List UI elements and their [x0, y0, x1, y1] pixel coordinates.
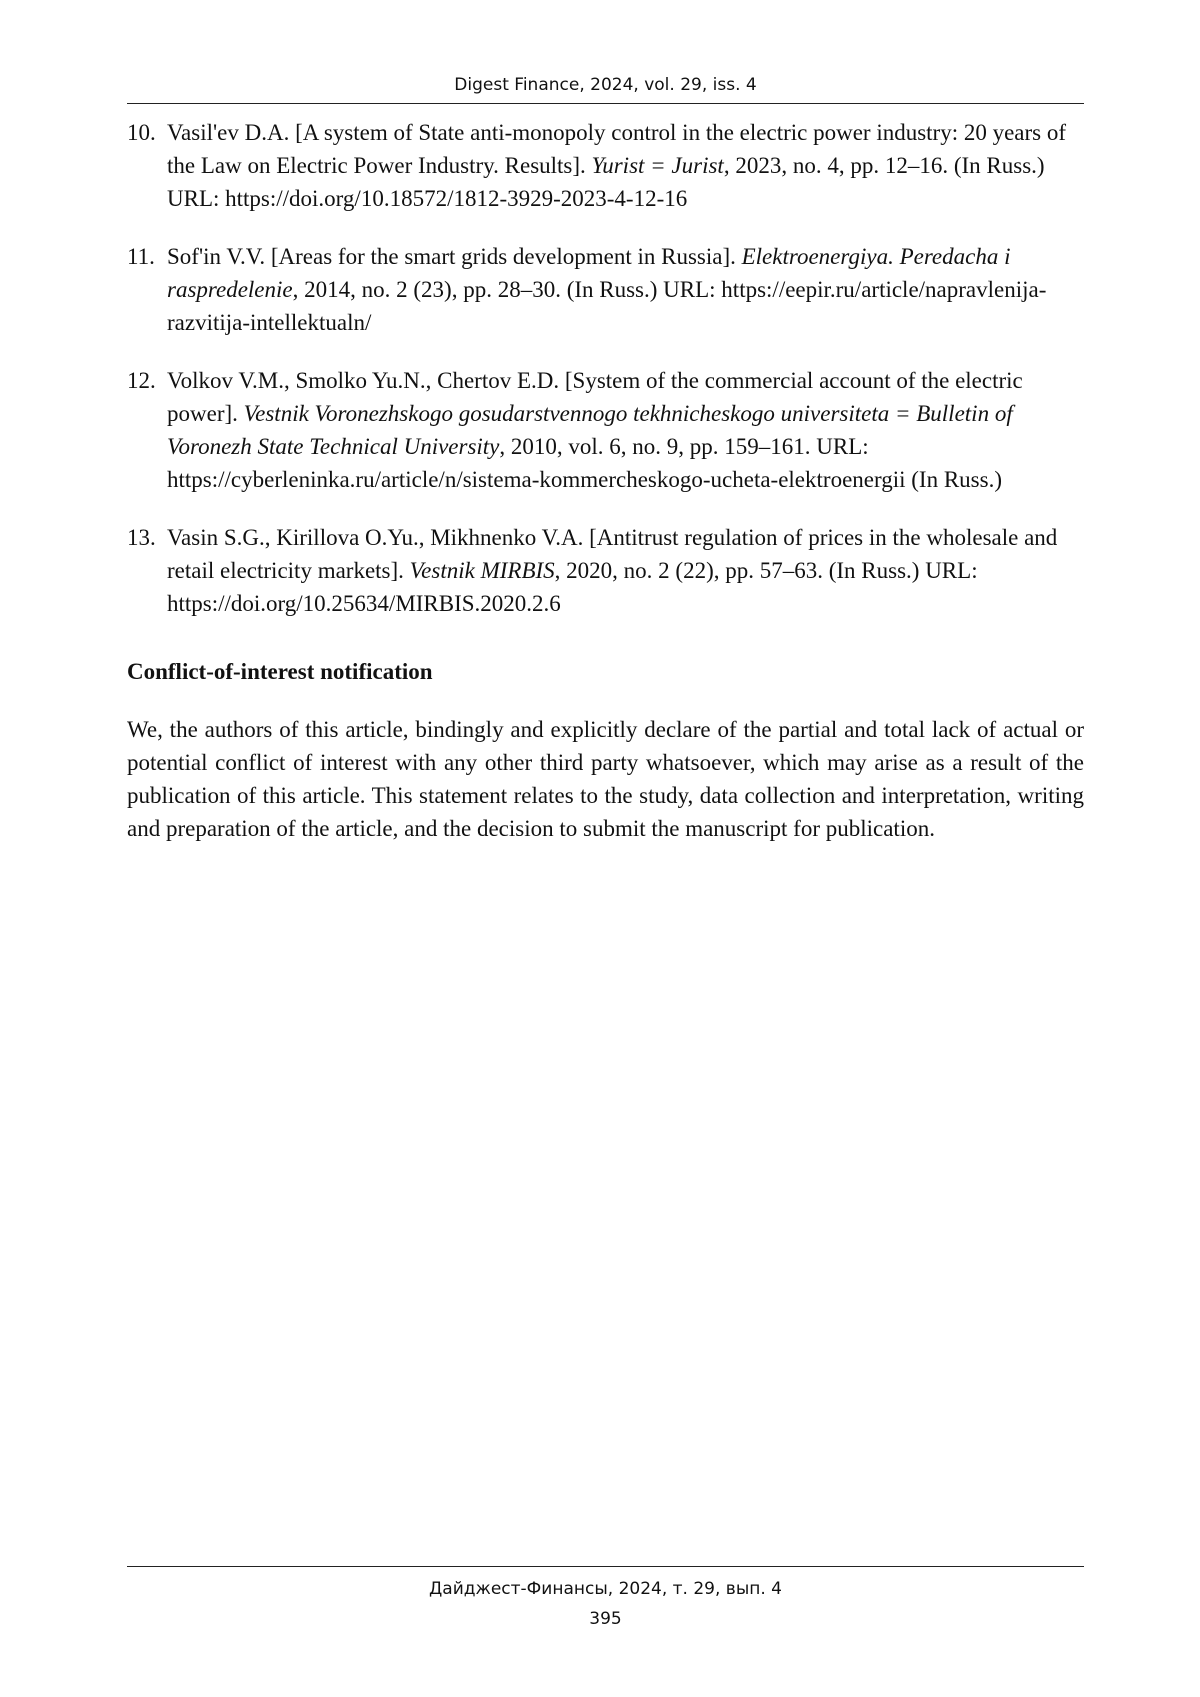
reference-text: Volkov V.M., Smolko Yu.N., Chertov E.D. [System of the commercial account of the electric power]. [167, 368, 1023, 426]
reference-journal: Elektroenergiya. Peredacha i raspredelenie [167, 244, 1011, 302]
reference-number: 10. [127, 120, 156, 145]
reference-item [127, 116, 1084, 215]
reference-details: , 2023, no. 4, pp. 12–16. (In Russ.) URL: https://doi.org/10.18572/1812-3929-2023-4-12-16 [167, 153, 1045, 211]
footer-journal-line: Дайджест-Финансы, 2024, т. 29, вып. 4 [429, 1579, 782, 1599]
header-divider [127, 103, 1084, 104]
reference-list [127, 116, 1084, 620]
page-content [127, 116, 1084, 845]
reference-details: , 2020, no. 2 (22), pp. 57–63. (In Russ.) URL: https://doi.org/10.25634/MIRBIS.2020.2.6 [167, 558, 978, 616]
reference-journal: Yurist = Jurist [591, 153, 724, 178]
conflict-heading: Conflict-of-interest notification [127, 659, 433, 684]
reference-details: , 2010, vol. 6, no. 9, pp. 159–161. URL: https://cyberleninka.ru/article/n/sistema-kommercheskogo-ucheta-elektroenergii (In Russ.) [167, 434, 1002, 492]
reference-number: 13. [127, 525, 156, 550]
reference-text: Vasin S.G., Kirillova O.Yu., Mikhnenko V.A. [Antitrust regulation of prices in the wholesale and retail electricity markets]. [167, 525, 1058, 583]
running-footer [127, 1574, 1084, 1634]
reference-details: , 2014, no. 2 (23), pp. 28–30. (In Russ.) URL: https://eepir.ru/article/napravlenija-razvitija-intellektualn/ [167, 277, 1047, 335]
reference-journal: Vestnik MIRBIS [409, 558, 555, 583]
reference-number: 11. [127, 244, 155, 269]
reference-text: Sof'in V.V. [Areas for the smart grids development in Russia]. [167, 244, 742, 269]
reference-number: 12. [127, 368, 156, 393]
reference-item [127, 240, 1084, 339]
reference-item [127, 521, 1084, 620]
conflict-statement: We, the authors of this article, bindingly and explicitly declare of the partial and total lack of actual or potential conflict of interest with any other third party whatsoever, which may arise as a result of the publication of this article. This statement relates to the study, data collection and interpretation, writing and preparation of the article, and the decision to submit the manuscript for publication. [127, 717, 1084, 841]
page-number: 395 [589, 1609, 622, 1629]
footer-divider [127, 1566, 1084, 1567]
running-header: Digest Finance, 2024, vol. 29, iss. 4 [454, 75, 757, 95]
reference-journal: Vestnik Voronezhskogo gosudarstvennogo tekhnicheskogo universiteta = Bulletin of Voronezh State Technical University [167, 401, 1013, 459]
reference-item [127, 364, 1084, 496]
reference-text: Vasil'ev D.A. [A system of State anti-monopoly control in the electric power industry: 20 years of the Law on Electric Power Industry. Results]. [167, 120, 1067, 178]
